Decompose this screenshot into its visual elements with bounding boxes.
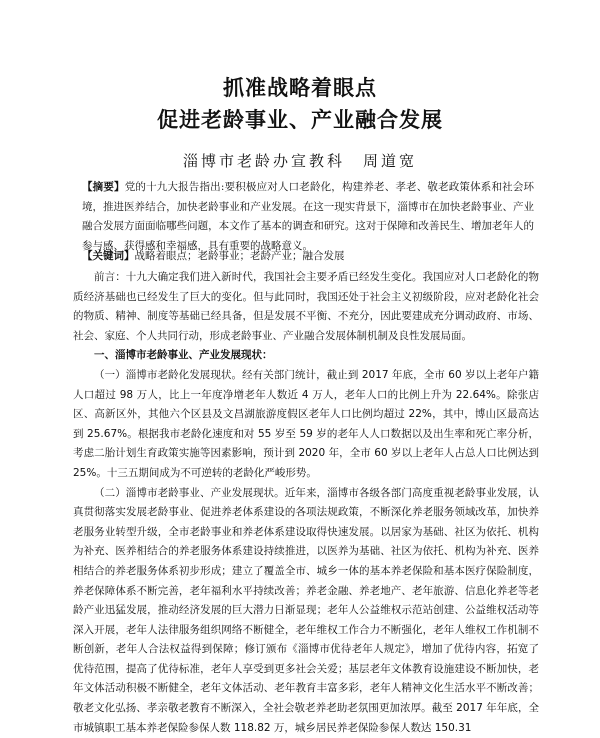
abstract — [82, 178, 534, 256]
abstract-label: 【摘要】 — [82, 181, 125, 193]
keywords-label: 【关键词】 — [82, 250, 135, 262]
abstract-text: 党的十九大报告指出:要积极应对人口老龄化，构建养老、孝老、敬老政策体系和社会环境，推进医养结合，加快老龄事业和产业发展。在这一现实背景下，淄博市在加快老龄事业、产业融合发展方面面临哪些问题，本文作了基本的调查和研究。这对于保障和改善民生、增加老年人的参与感、获得感和幸福感，具有重要的战略意义。 — [82, 181, 534, 252]
paragraph-1: （一）淄博市老龄化发展现状。经有关部门统计，截止到 2017 年底，全市 60 岁以上老年户籍人口超过 98 万人，比上一年度净增老年人数近 4 万人，老年人口的比例上升为 22.64%。除张店区、高新区外，其他六个区县及文昌湖旅游度假区老年人口比例均超过 22%，其中，博山区最高达到 25.67%。根据我市老龄化速度和对 55 岁至 59 岁的老年人人口数据以及出生率和死亡率分析，考虑二胎计划生育政策实施等因素影响，预计到 2020 年，全市 60 岁以上老年人占总人口比例达到 25%。十三五期间成为不可逆转的老龄化严峻形势。 — [73, 368, 539, 479]
title-line-1: 抓准战略着眼点 — [223, 75, 377, 100]
section-heading: 一、淄博市老龄事业、产业发展现状： — [94, 349, 273, 362]
body-text — [73, 268, 539, 738]
keywords-text: 战略着眼点；老龄事业；老龄产业；融合发展 — [134, 250, 345, 262]
paragraph-2: （二）淄博市老龄事业、产业发展现状。近年来，淄博市各级各部门高度重视老龄事业发展，认真贯彻落实发展老龄事业、促进养老体系建设的各项法规政策，不断深化养老服务领域改革，加快养老服务业转型升级，全市老龄事业和养老体系建设取得快速发展。以居家为基础、社区为依托、机构为补充、医养相结合的养老服务体系建设持续推进，以医养为基础、社区为依托、机构为补充、医养相结合的养老服务体系初步形成；建立了覆盖全市、城乡一体的基本养老保险和基本医疗保险制度，养老保障体系不断完善，老年福利水平持续改善；养老金融、养老地产、老年旅游、信息化养老等老龄产业迅猛发展，推动经济发展的巨大潜力日渐显现；老年人公益维权示范站创建、公益维权活动等深入开展，老年人法律服务组织网络不断健全，老年维权工作合力不断强化，老年人维权工作机制不断创新，老年人合法权益得到保障；修订颁布《淄博市优待老年人规定》，增加了优待内容，拓宽了优待范围，提高了优待标准，老年人享受到更多社会关爱；基层老年文体教育设施建设不断加快，老年文体活动积极不断健全，老年文体活动、老年教育丰富多彩，老年人精神文化生活水平不断改善；敬老文化弘扬、孝亲敬老教育不断深入，全社会敬老养老助老氛围更加浓厚。截至 2017 年年底，全市城镇职工基本养老保险参保人数 118.82 万，城乡居民养老保险参保人数达 150.31 — [73, 486, 539, 734]
author-line: 淄博市老龄办宣教科 周道宽 — [182, 152, 417, 170]
keywords — [82, 247, 534, 267]
title-line-2: 促进老龄事业、产业融合发展 — [157, 107, 443, 132]
intro-paragraph: 前言：十九大确定我们进入新时代，我国社会主要矛盾已经发生变化。我国应对人口老龄化的物质经济基础也已经发生了巨大的变化。但与此同时，我国还处于社会主义初级阶段，应对老龄化社会的物质、精神、制度等基础已经具备，但是发展不平衡、不充分，因此要建成充分调动政府、市场、社会、家庭、个人共同行动，形成老龄事业、产业融合发展体制机制及良性发展局面。 — [73, 271, 539, 342]
